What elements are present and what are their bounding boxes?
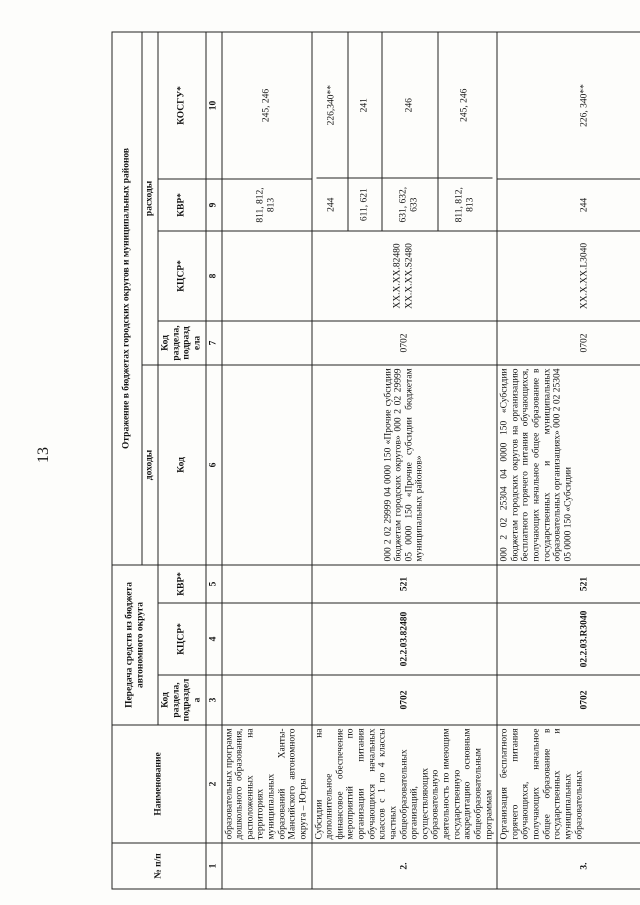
row-transfer-kvr xyxy=(221,565,311,603)
col-number: 6 xyxy=(205,365,221,565)
row-expenses-subtable xyxy=(311,32,497,231)
row-transfer-kcsr: 02.2.03.82480 xyxy=(311,603,497,675)
row-transfer-kcsr: 02.2.03.R3040 xyxy=(497,603,640,675)
row-expenses-kvr: 244 xyxy=(497,179,640,231)
kcsr-code: XX.X.XX.82480 xyxy=(391,243,402,309)
row-income-code: 000 2 02 29999 04 0000 150 «Прочие субсидии бюджетам городских округов» 000 2 02 29999 05 0000 150 «Прочие субсидии бюджетам муниципальных районов» xyxy=(311,365,497,565)
header-income-code: Код xyxy=(158,365,206,565)
row-expenses-kcsr xyxy=(221,231,311,321)
row-transfer-kvr: 521 xyxy=(311,565,497,603)
sub-kosgu: 246 xyxy=(381,32,437,178)
sub-kvr: 811, 812, 813 xyxy=(437,178,492,230)
header-expenses-kvr: КВР* xyxy=(158,179,206,231)
header-expenses-section: Код раздела, подраздела xyxy=(158,321,206,365)
header-expenses-kcsr: КЦСР* xyxy=(158,231,206,321)
row-expenses-section: 0702 xyxy=(311,321,497,365)
row-expenses-kvr: 811, 812, 813 xyxy=(221,179,311,231)
row-transfer-kvr: 521 xyxy=(497,565,640,603)
row-expenses-kosgu: 226, 340** xyxy=(497,32,640,179)
sub-kosgu: 226,340** xyxy=(316,32,348,178)
row-num: 2. xyxy=(311,843,497,889)
row-num xyxy=(221,843,311,889)
row-expenses-kcsr xyxy=(311,231,497,321)
row-name: образовательных программ дошкольного образования, расположенных на территориях муниципальных образований Ханты-Мансийского автономного округа – Югры xyxy=(221,725,311,843)
table-row xyxy=(311,32,497,889)
page-number: 13 xyxy=(35,447,52,463)
header-reflect-group: Отражение в бюджетах городских округов и муниципальных районов xyxy=(112,32,142,565)
row-num: 3. xyxy=(497,843,640,889)
row-income-code: 000 2 02 25304 04 0000 150 «Субсидии бюджетам городских округов на организацию бесплатного горячего питания обучающихся, получающих начальное общее образование в государственных и муниципальных образовательных организациях» 000 2 02 25304 05 0000 150 «Субсидии xyxy=(497,365,640,565)
col-number: 9 xyxy=(205,179,221,231)
col-number: 10 xyxy=(205,32,221,179)
kcsr-code: XX.X.XX.S2480 xyxy=(403,243,414,309)
row-transfer-kcsr xyxy=(221,603,311,675)
row-expenses-section xyxy=(221,321,311,365)
row-expenses-section: 0702 xyxy=(497,321,640,365)
table-row xyxy=(497,32,640,889)
table-page xyxy=(111,33,640,890)
header-num: № п/п xyxy=(112,843,206,889)
header-transfer-section: Код раздела, подраздела xyxy=(158,675,206,725)
row-transfer-section: 0702 xyxy=(497,675,640,725)
header-transfer-kcsr: КЦСР* xyxy=(158,603,206,675)
sub-kosgu: 241 xyxy=(348,32,381,178)
row-expenses-kosgu: 245, 246 xyxy=(221,32,311,179)
row-transfer-section: 0702 xyxy=(311,675,497,725)
header-expenses: расходы xyxy=(142,32,158,365)
header-transfer-group: Передача средств из бюджета автономного округа xyxy=(112,565,158,725)
row-expenses-kcsr: XX.X.XX.L3040 xyxy=(497,231,640,321)
header-expenses-kosgu: КОСГУ* xyxy=(158,32,206,179)
sub-kosgu: 245, 246 xyxy=(459,88,470,122)
sub-kvr: 611, 621 xyxy=(348,178,381,230)
col-number: 7 xyxy=(205,321,221,365)
sub-kvr: 244 xyxy=(316,178,348,230)
header-transfer-kvr: КВР* xyxy=(158,565,206,603)
budget-table xyxy=(111,31,640,889)
header-income: доходы xyxy=(142,365,158,565)
col-number: 3 xyxy=(205,675,221,725)
table-row xyxy=(221,32,311,889)
col-number: 5 xyxy=(205,565,221,603)
col-number: 8 xyxy=(205,231,221,321)
row-name: Организация бесплатного горячего питания обучающихся, получающих начальное общее образование в государственных и муниципальных образовательных xyxy=(497,725,640,843)
row-name: Субсидии на дополнительное финансовое обеспечение мероприятий по организации питания обучающихся начальных классов с 1 по 4 классы частных общеобразовательных организаций, осуществляющих образовательную деятельность по имеющим государственную аккредитацию основным общеобразовательным программам xyxy=(311,725,497,843)
sub-kvr: 631, 632, 633 xyxy=(381,178,437,230)
col-number: 4 xyxy=(205,603,221,675)
col-number: 1 xyxy=(205,843,221,889)
row-transfer-section xyxy=(221,675,311,725)
header-name: Наименование xyxy=(112,725,206,843)
row-income-code xyxy=(221,365,311,565)
col-number: 2 xyxy=(205,725,221,843)
